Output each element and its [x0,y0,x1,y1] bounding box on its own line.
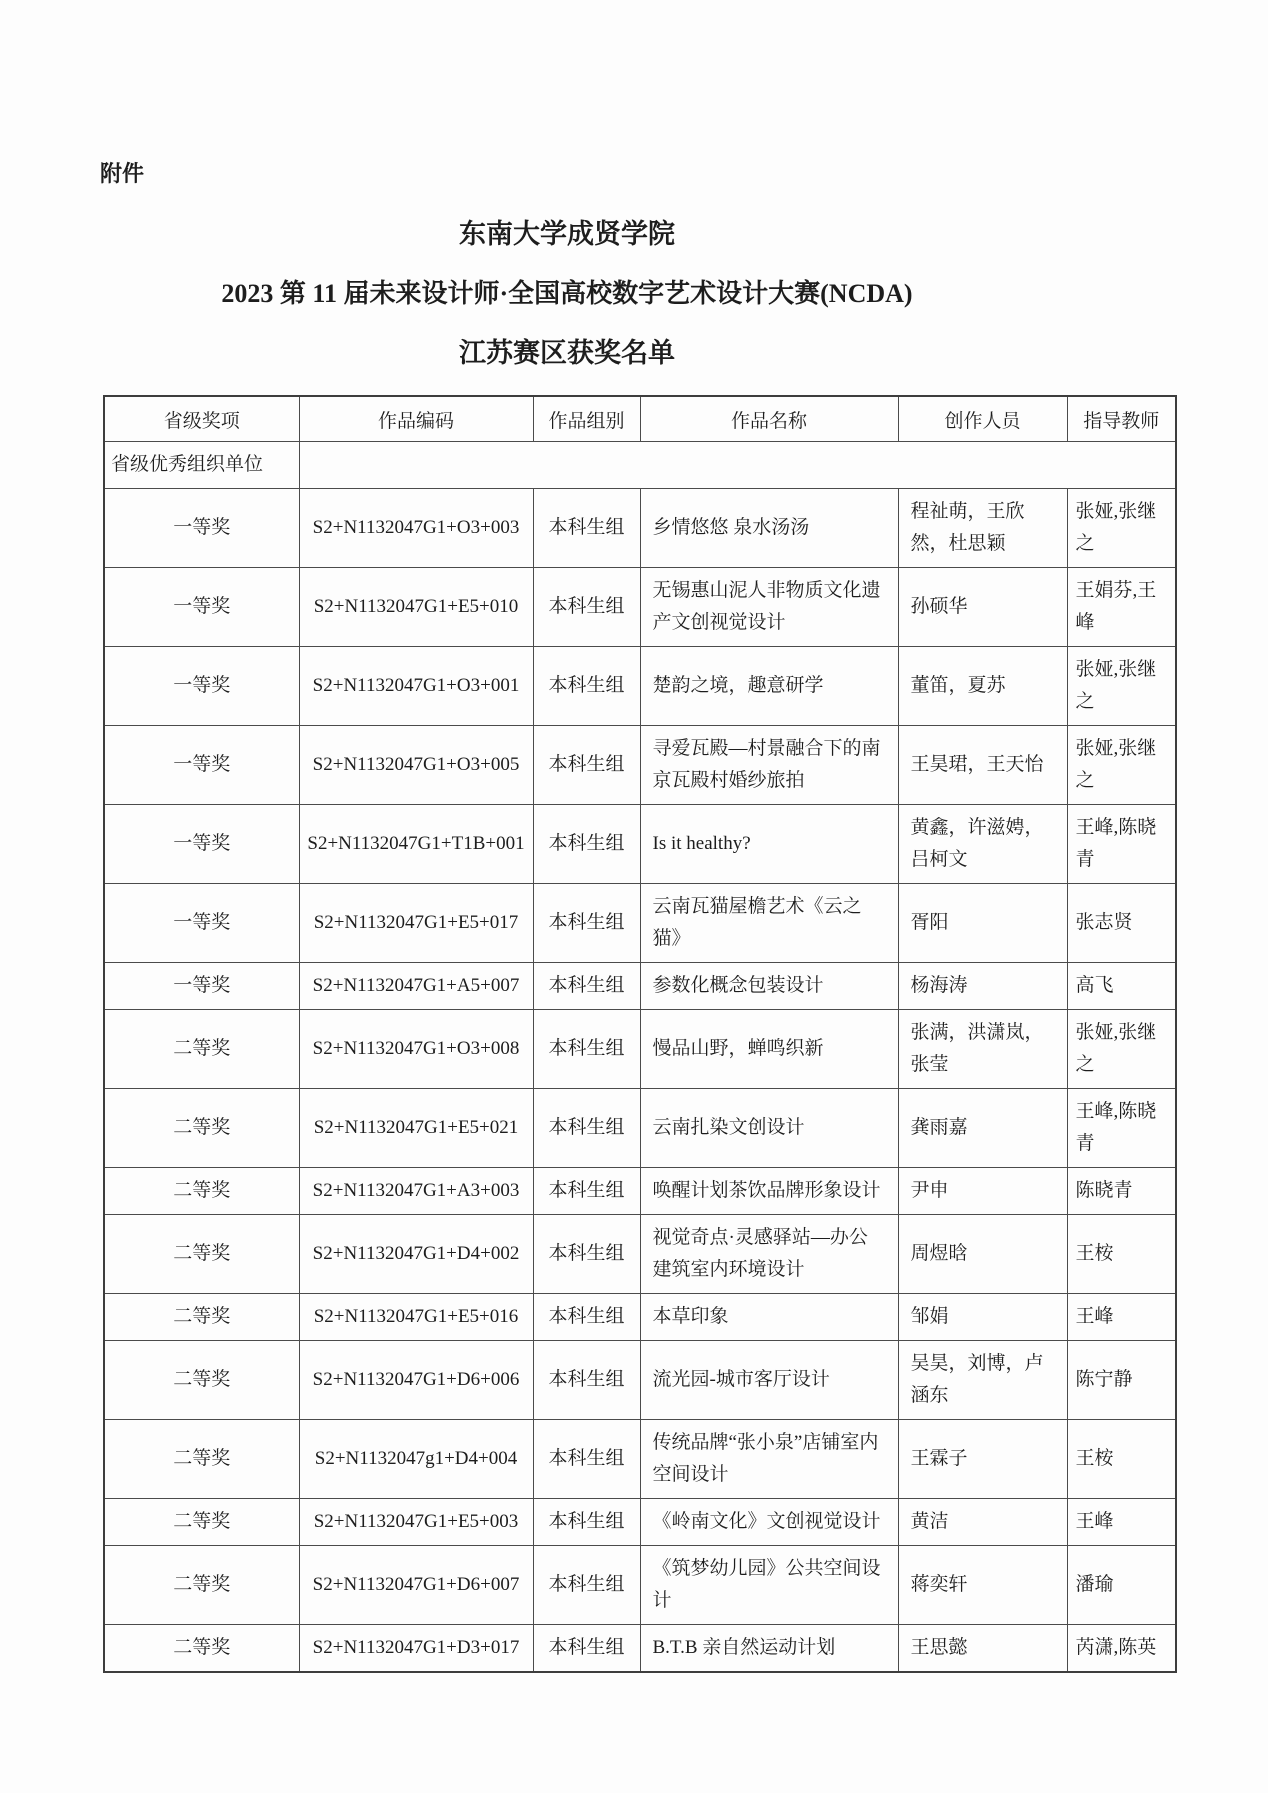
group-cell: 本科生组 [533,805,640,884]
group-cell: 本科生组 [533,1089,640,1168]
code-cell: S2+N1132047G1+E5+003 [299,1499,533,1546]
creators-cell: 孙硕华 [898,568,1067,647]
group-cell: 本科生组 [533,963,640,1010]
table-row [104,884,1176,963]
table-row [104,647,1176,726]
document-section-title: 江苏赛区获奖名单 [459,338,675,368]
header-award: 省级奖项 [104,396,299,442]
group-cell: 本科生组 [533,1341,640,1420]
section-row [104,442,1176,489]
group-cell: 本科生组 [533,647,640,726]
work-title-cell: 参数化概念包装设计 [640,963,898,1010]
award-cell: 二等奖 [104,1168,299,1215]
table-row [104,1546,1176,1625]
work-title-cell: 无锡惠山泥人非物质文化遗产文创视觉设计 [640,568,898,647]
code-cell: S2+N1132047G1+D3+017 [299,1625,533,1673]
teachers-cell: 陈宁静 [1067,1341,1176,1420]
creators-cell: 张满，洪潇岚，张莹 [898,1010,1067,1089]
header-code: 作品编码 [299,396,533,442]
teachers-cell: 高飞 [1067,963,1176,1010]
creators-cell: 程祉萌，王欣然，杜思颖 [898,489,1067,568]
teachers-cell: 王娟芬,王峰 [1067,568,1176,647]
teachers-cell: 陈晓青 [1067,1168,1176,1215]
work-title-cell: 本草印象 [640,1294,898,1341]
table-row [104,1215,1176,1294]
title-block [0,218,1134,369]
table-row [104,1625,1176,1673]
group-cell: 本科生组 [533,568,640,647]
creators-cell: 杨海涛 [898,963,1067,1010]
award-cell: 一等奖 [104,726,299,805]
teachers-cell: 张志贤 [1067,884,1176,963]
award-cell: 一等奖 [104,489,299,568]
work-title-cell: B.T.B 亲自然运动计划 [640,1625,898,1673]
table-row [104,726,1176,805]
award-cell: 二等奖 [104,1010,299,1089]
creators-cell: 周煜晗 [898,1215,1067,1294]
table-row [104,1168,1176,1215]
award-cell: 二等奖 [104,1341,299,1420]
work-title-cell: 云南扎染文创设计 [640,1089,898,1168]
code-cell: S2+N1132047G1+E5+016 [299,1294,533,1341]
group-cell: 本科生组 [533,1625,640,1673]
work-title-cell: Is it healthy? [640,805,898,884]
table-row [104,963,1176,1010]
code-cell: S2+N1132047G1+A3+003 [299,1168,533,1215]
group-cell: 本科生组 [533,1215,640,1294]
award-cell: 二等奖 [104,1294,299,1341]
group-cell: 本科生组 [533,1168,640,1215]
work-title-cell: 传统品牌“张小泉”店铺室内空间设计 [640,1420,898,1499]
teachers-cell: 芮潇,陈英 [1067,1625,1176,1673]
code-cell: S2+N1132047G1+A5+007 [299,963,533,1010]
header-group: 作品组别 [533,396,640,442]
teachers-cell: 王桉 [1067,1215,1176,1294]
document-title: 东南大学成贤学院 [459,219,675,249]
table-row [104,1089,1176,1168]
code-cell: S2+N1132047g1+D4+004 [299,1420,533,1499]
teachers-cell: 张娅,张继之 [1067,489,1176,568]
teachers-cell: 张娅,张继之 [1067,647,1176,726]
work-title-cell: 唤醒计划茶饮品牌形象设计 [640,1168,898,1215]
work-title-cell: 乡情悠悠 泉水汤汤 [640,489,898,568]
work-title-cell: 寻爱瓦殿—村景融合下的南京瓦殿村婚纱旅拍 [640,726,898,805]
creators-cell: 吴昊，刘博，卢涵东 [898,1341,1067,1420]
award-cell: 一等奖 [104,647,299,726]
work-title-cell: 《筑梦幼儿园》公共空间设计 [640,1546,898,1625]
work-title-cell: 《岭南文化》文创视觉设计 [640,1499,898,1546]
code-cell: S2+N1132047G1+O3+005 [299,726,533,805]
teachers-cell: 张娅,张继之 [1067,726,1176,805]
section-empty-cell [299,442,1176,489]
award-cell: 一等奖 [104,568,299,647]
group-cell: 本科生组 [533,489,640,568]
creators-cell: 龚雨嘉 [898,1089,1067,1168]
creators-cell: 黄鑫，许滋娉，吕柯文 [898,805,1067,884]
teachers-cell: 张娅,张继之 [1067,1010,1176,1089]
creators-cell: 王思懿 [898,1625,1067,1673]
creators-cell: 董笛，夏苏 [898,647,1067,726]
group-cell: 本科生组 [533,1420,640,1499]
group-cell: 本科生组 [533,1294,640,1341]
creators-cell: 蒋奕轩 [898,1546,1067,1625]
table-row [104,489,1176,568]
teachers-cell: 潘瑜 [1067,1546,1176,1625]
table-row [104,1294,1176,1341]
award-cell: 二等奖 [104,1546,299,1625]
code-cell: S2+N1132047G1+E5+021 [299,1089,533,1168]
work-title-cell: 视觉奇点·灵感驿站—办公建筑室内环境设计 [640,1215,898,1294]
teachers-cell: 王峰,陈晓青 [1067,805,1176,884]
group-cell: 本科生组 [533,1010,640,1089]
attachment-label: 附件 [100,161,145,186]
work-title-cell: 流光园-城市客厅设计 [640,1341,898,1420]
work-title-cell: 楚韵之境，趣意研学 [640,647,898,726]
code-cell: S2+N1132047G1+O3+003 [299,489,533,568]
creators-cell: 邹娟 [898,1294,1067,1341]
work-title-cell: 云南瓦猫屋檐艺术《云之猫》 [640,884,898,963]
creators-cell: 尹申 [898,1168,1067,1215]
award-cell: 二等奖 [104,1625,299,1673]
award-cell: 二等奖 [104,1215,299,1294]
creators-cell: 王昊珺，王天怡 [898,726,1067,805]
teachers-cell: 王峰 [1067,1294,1176,1341]
code-cell: S2+N1132047G1+E5+010 [299,568,533,647]
creators-cell: 王霖子 [898,1420,1067,1499]
table-row [104,568,1176,647]
code-cell: S2+N1132047G1+D4+002 [299,1215,533,1294]
code-cell: S2+N1132047G1+E5+017 [299,884,533,963]
table-row [104,805,1176,884]
group-cell: 本科生组 [533,1499,640,1546]
code-cell: S2+N1132047G1+D6+006 [299,1341,533,1420]
award-cell: 二等奖 [104,1499,299,1546]
table-row [104,1420,1176,1499]
work-title-cell: 慢品山野，蝉鸣织新 [640,1010,898,1089]
award-cell: 二等奖 [104,1089,299,1168]
awards-table [103,395,1177,1673]
code-cell: S2+N1132047G1+D6+007 [299,1546,533,1625]
code-cell: S2+N1132047G1+O3+008 [299,1010,533,1089]
group-cell: 本科生组 [533,1546,640,1625]
teachers-cell: 王桉 [1067,1420,1176,1499]
award-cell: 一等奖 [104,963,299,1010]
section-label: 省级优秀组织单位 [104,442,299,489]
group-cell: 本科生组 [533,726,640,805]
table-row [104,1499,1176,1546]
teachers-cell: 王峰,陈晓青 [1067,1089,1176,1168]
award-cell: 一等奖 [104,805,299,884]
header-teachers: 指导教师 [1067,396,1176,442]
header-title: 作品名称 [640,396,898,442]
award-cell: 一等奖 [104,884,299,963]
group-cell: 本科生组 [533,884,640,963]
code-cell: S2+N1132047G1+T1B+001 [299,805,533,884]
award-cell: 二等奖 [104,1420,299,1499]
table-row [104,1341,1176,1420]
creators-cell: 黄洁 [898,1499,1067,1546]
teachers-cell: 王峰 [1067,1499,1176,1546]
table-row [104,1010,1176,1089]
code-cell: S2+N1132047G1+O3+001 [299,647,533,726]
header-creators: 创作人员 [898,396,1067,442]
document-subtitle: 2023 第 11 届未来设计师·全国高校数字艺术设计大赛(NCDA) [221,279,913,308]
table-header-row [104,396,1176,442]
creators-cell: 胥阳 [898,884,1067,963]
